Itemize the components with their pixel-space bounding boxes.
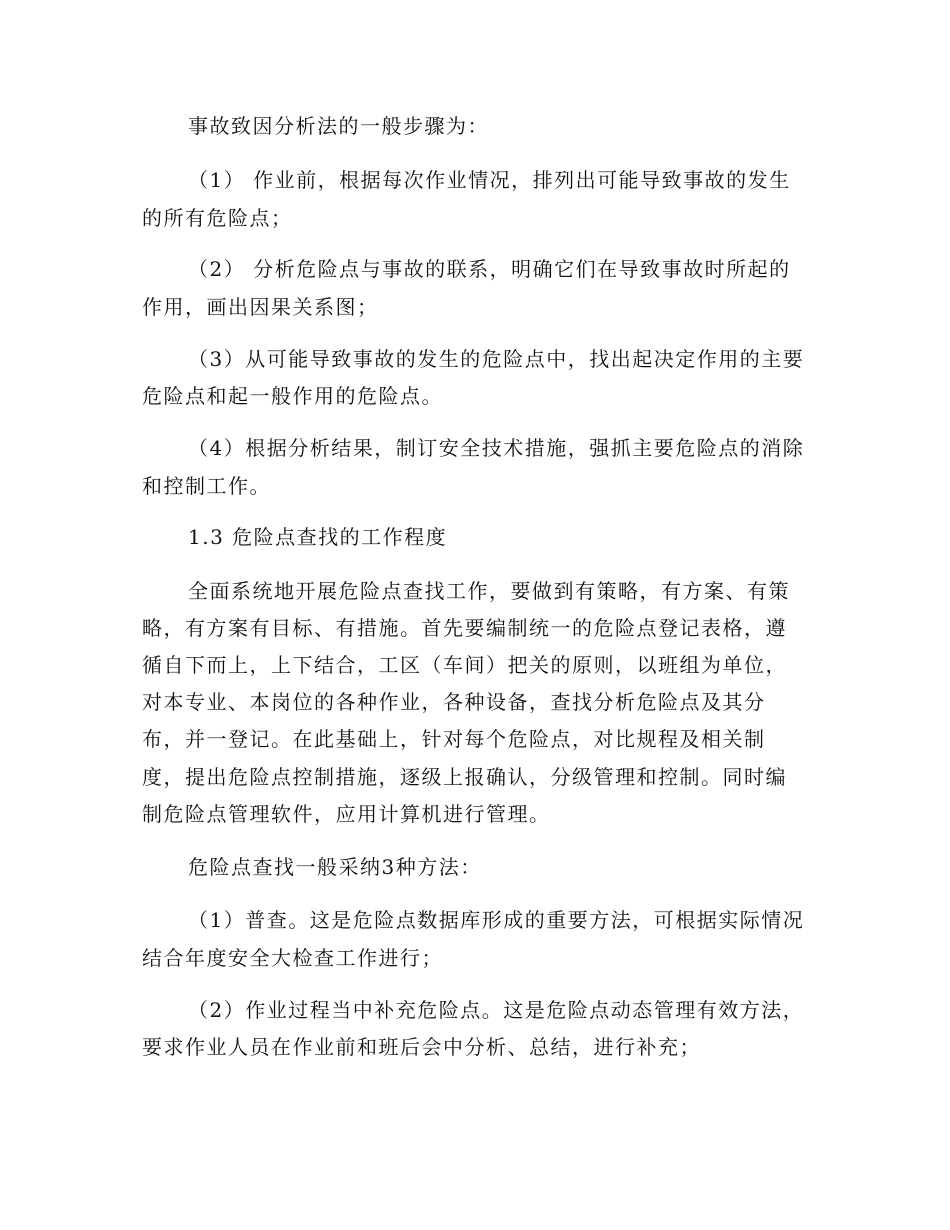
step-4-line-1: （4）根据分析结果，制订安全技术措施，强抓主要危险点的消除 [188, 436, 805, 460]
step-3-line-1: （3）从可能导致事故的发生的危险点中，找出起决定作用的主要 [188, 347, 805, 371]
section-heading: 1.3 危险点查找的工作程度 [188, 525, 448, 549]
method-1-line-2: 结合年度安全大检查工作进行； [142, 946, 443, 970]
body-paragraph-line-1: 全面系统地开展危险点查找工作，要做到有策略，有方案、有策 [188, 579, 790, 603]
body-paragraph-line-6: 度，提出危险点控制措施，逐级上报确认，分级管理和控制。同时编 [142, 765, 787, 789]
body-paragraph-line-3: 循自下而上，上下结合，工区（车间）把关的原则，以班组为单位， [142, 653, 787, 677]
body-paragraph-line-4: 对本专业、本岗位的各种作业，各种设备，查找分析危险点及其分 [142, 690, 766, 714]
body-paragraph-line-7: 制危险点管理软件，应用计算机进行管理。 [142, 802, 551, 826]
method-1-line-1: （1）普查。这是危险点数据库形成的重要方法，可根据实际情况 [188, 908, 805, 932]
step-2-line-2: 作用，画出因果关系图； [142, 295, 379, 319]
paragraph-intro: 事故致因分析法的一般步骤为： [188, 114, 489, 138]
step-1-line-1: （1） 作业前，根据每次作业情况，排列出可能导致事故的发生 [188, 168, 791, 192]
step-3-line-2: 危险点和起一般作用的危险点。 [142, 384, 443, 408]
step-2-line-1: （2） 分析危险点与事故的联系，明确它们在导致事故时所起的 [188, 257, 791, 281]
step-1-line-2: 的所有危险点； [142, 206, 293, 230]
body-paragraph-line-5: 布，并一登记。在此基础上，针对每个危险点，对比规程及相关制 [142, 727, 766, 751]
method-2-line-1: （2）作业过程当中补充危险点。这是危险点动态管理有效方法， [188, 998, 805, 1022]
methods-intro: 危险点查找一般采纳3种方法： [188, 855, 482, 879]
body-paragraph-line-2: 略，有方案有目标、有措施。首先要编制统一的危险点登记表格，遵 [142, 616, 787, 640]
method-2-line-2: 要求作业人员在作业前和班后会中分析、总结，进行补充； [142, 1035, 701, 1059]
step-4-line-2: 和控制工作。 [142, 474, 271, 498]
